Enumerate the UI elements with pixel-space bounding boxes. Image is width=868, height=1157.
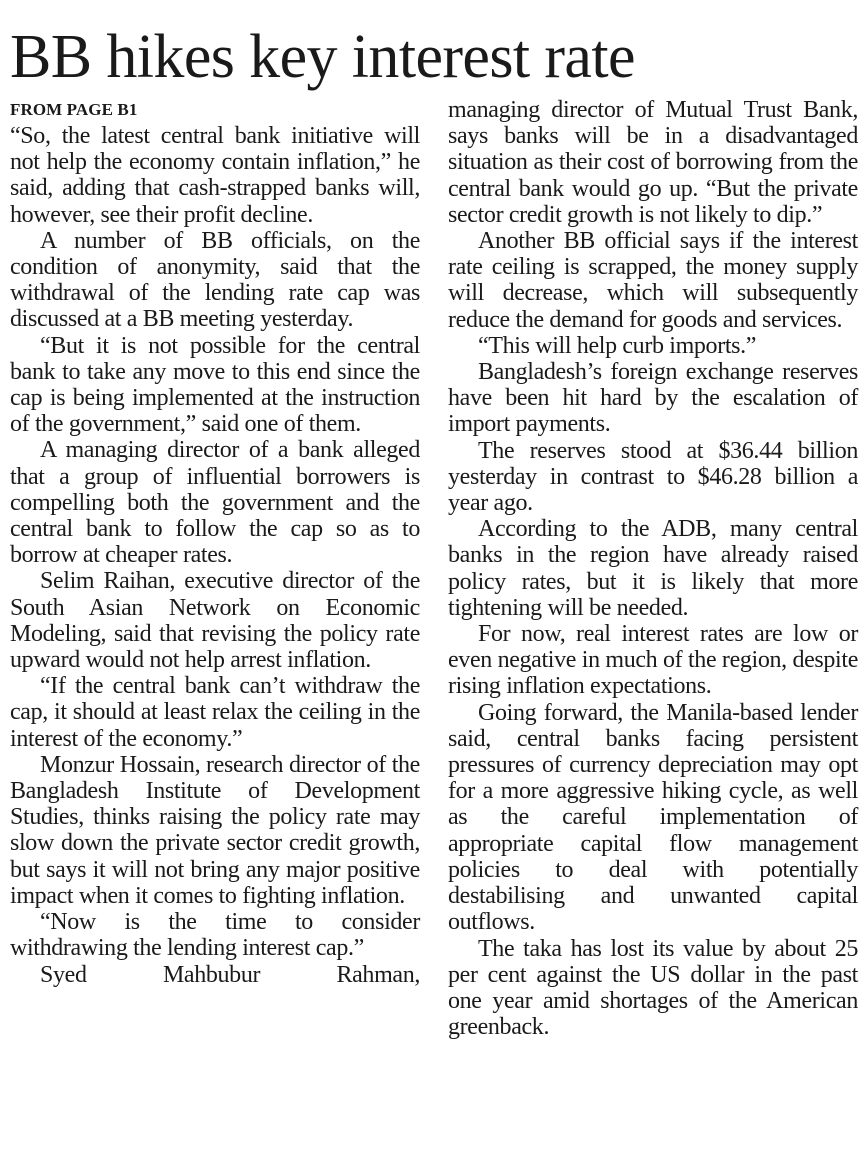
paragraph: According to the ADB, many central banks in the region have already raised policy rates, but it is likely that more tightening will be needed. <box>448 516 858 621</box>
paragraph: Going forward, the Manila-based lender said, central banks facing persistent pressures of currency depreciation may opt for a more aggressive hiking cycle, as well as the careful implementation of appropriate capital flow management policies to deal with potentially destabilising and unwanted capital outflows. <box>448 699 858 936</box>
paragraph: The taka has lost its value by about 25 per cent against the US dollar in the past one year amid shortages of the American greenback. <box>448 935 858 1041</box>
paragraph: Another BB official says if the interest rate ceiling is scrapped, the money supply will decrease, which will subsequently reduce the demand for goods and services. <box>448 228 858 333</box>
paragraph: Bangladesh’s foreign exchange reserves have been hit hard by the escalation of import payments. <box>448 359 858 438</box>
paragraph: For now, real interest rates are low or even negative in much of the region, despite rising inflation expectations. <box>448 621 858 700</box>
paragraph: Syed Mahbubur Rahman, <box>40 961 420 988</box>
paragraph: “If the central bank can’t withdraw the cap, it should at least relax the ceiling in the interest of the economy.” <box>10 673 420 752</box>
paragraph: A number of BB officials, on the condition of anonymity, said that the withdrawal of the lending rate cap was discussed at a BB meeting yesterday. <box>10 227 420 333</box>
paragraph: managing director of Mutual Trust Bank, says banks will be in a disadvantaged situation as their cost of borrowing from the central bank would go up. “But the private sector credit growth is not likely to dip.” <box>448 97 858 228</box>
paragraph: The reserves stood at $36.44 billion yesterday in contrast to $46.28 billion a year ago. <box>448 437 858 517</box>
continuation-kicker: FROM PAGE B1 <box>10 100 138 119</box>
headline: BB hikes key interest rate <box>10 23 635 91</box>
paragraph: “But it is not possible for the central bank to take any move to this end since the cap is being implemented at the instruction of the government,” said one of them. <box>10 332 420 438</box>
paragraph: Monzur Hossain, research director of the Bangladesh Institute of Development Studies, thinks raising the policy rate may slow down the private sector credit growth, but says it will not bring any major positive impact when it comes to fighting inflation. <box>10 751 420 909</box>
paragraph: “So, the latest central bank initiative will not help the economy contain inflation,” he said, adding that cash-strapped banks will, however, see their profit decline. <box>10 123 420 228</box>
article-column-right <box>448 97 858 1040</box>
paragraph: “Now is the time to consider withdrawing the lending interest cap.” <box>10 909 420 962</box>
paragraph: A managing director of a bank alleged that a group of influential borrowers is compelling both the government and the central bank to follow the cap so as to borrow at cheaper rates. <box>10 437 420 569</box>
paragraph: “This will help curb imports.” <box>478 332 757 359</box>
paragraph: Selim Raihan, executive director of the South Asian Network on Economic Modeling, said that revising the policy rate upward would not help arrest inflation. <box>10 568 420 674</box>
article-column-left <box>10 97 420 988</box>
